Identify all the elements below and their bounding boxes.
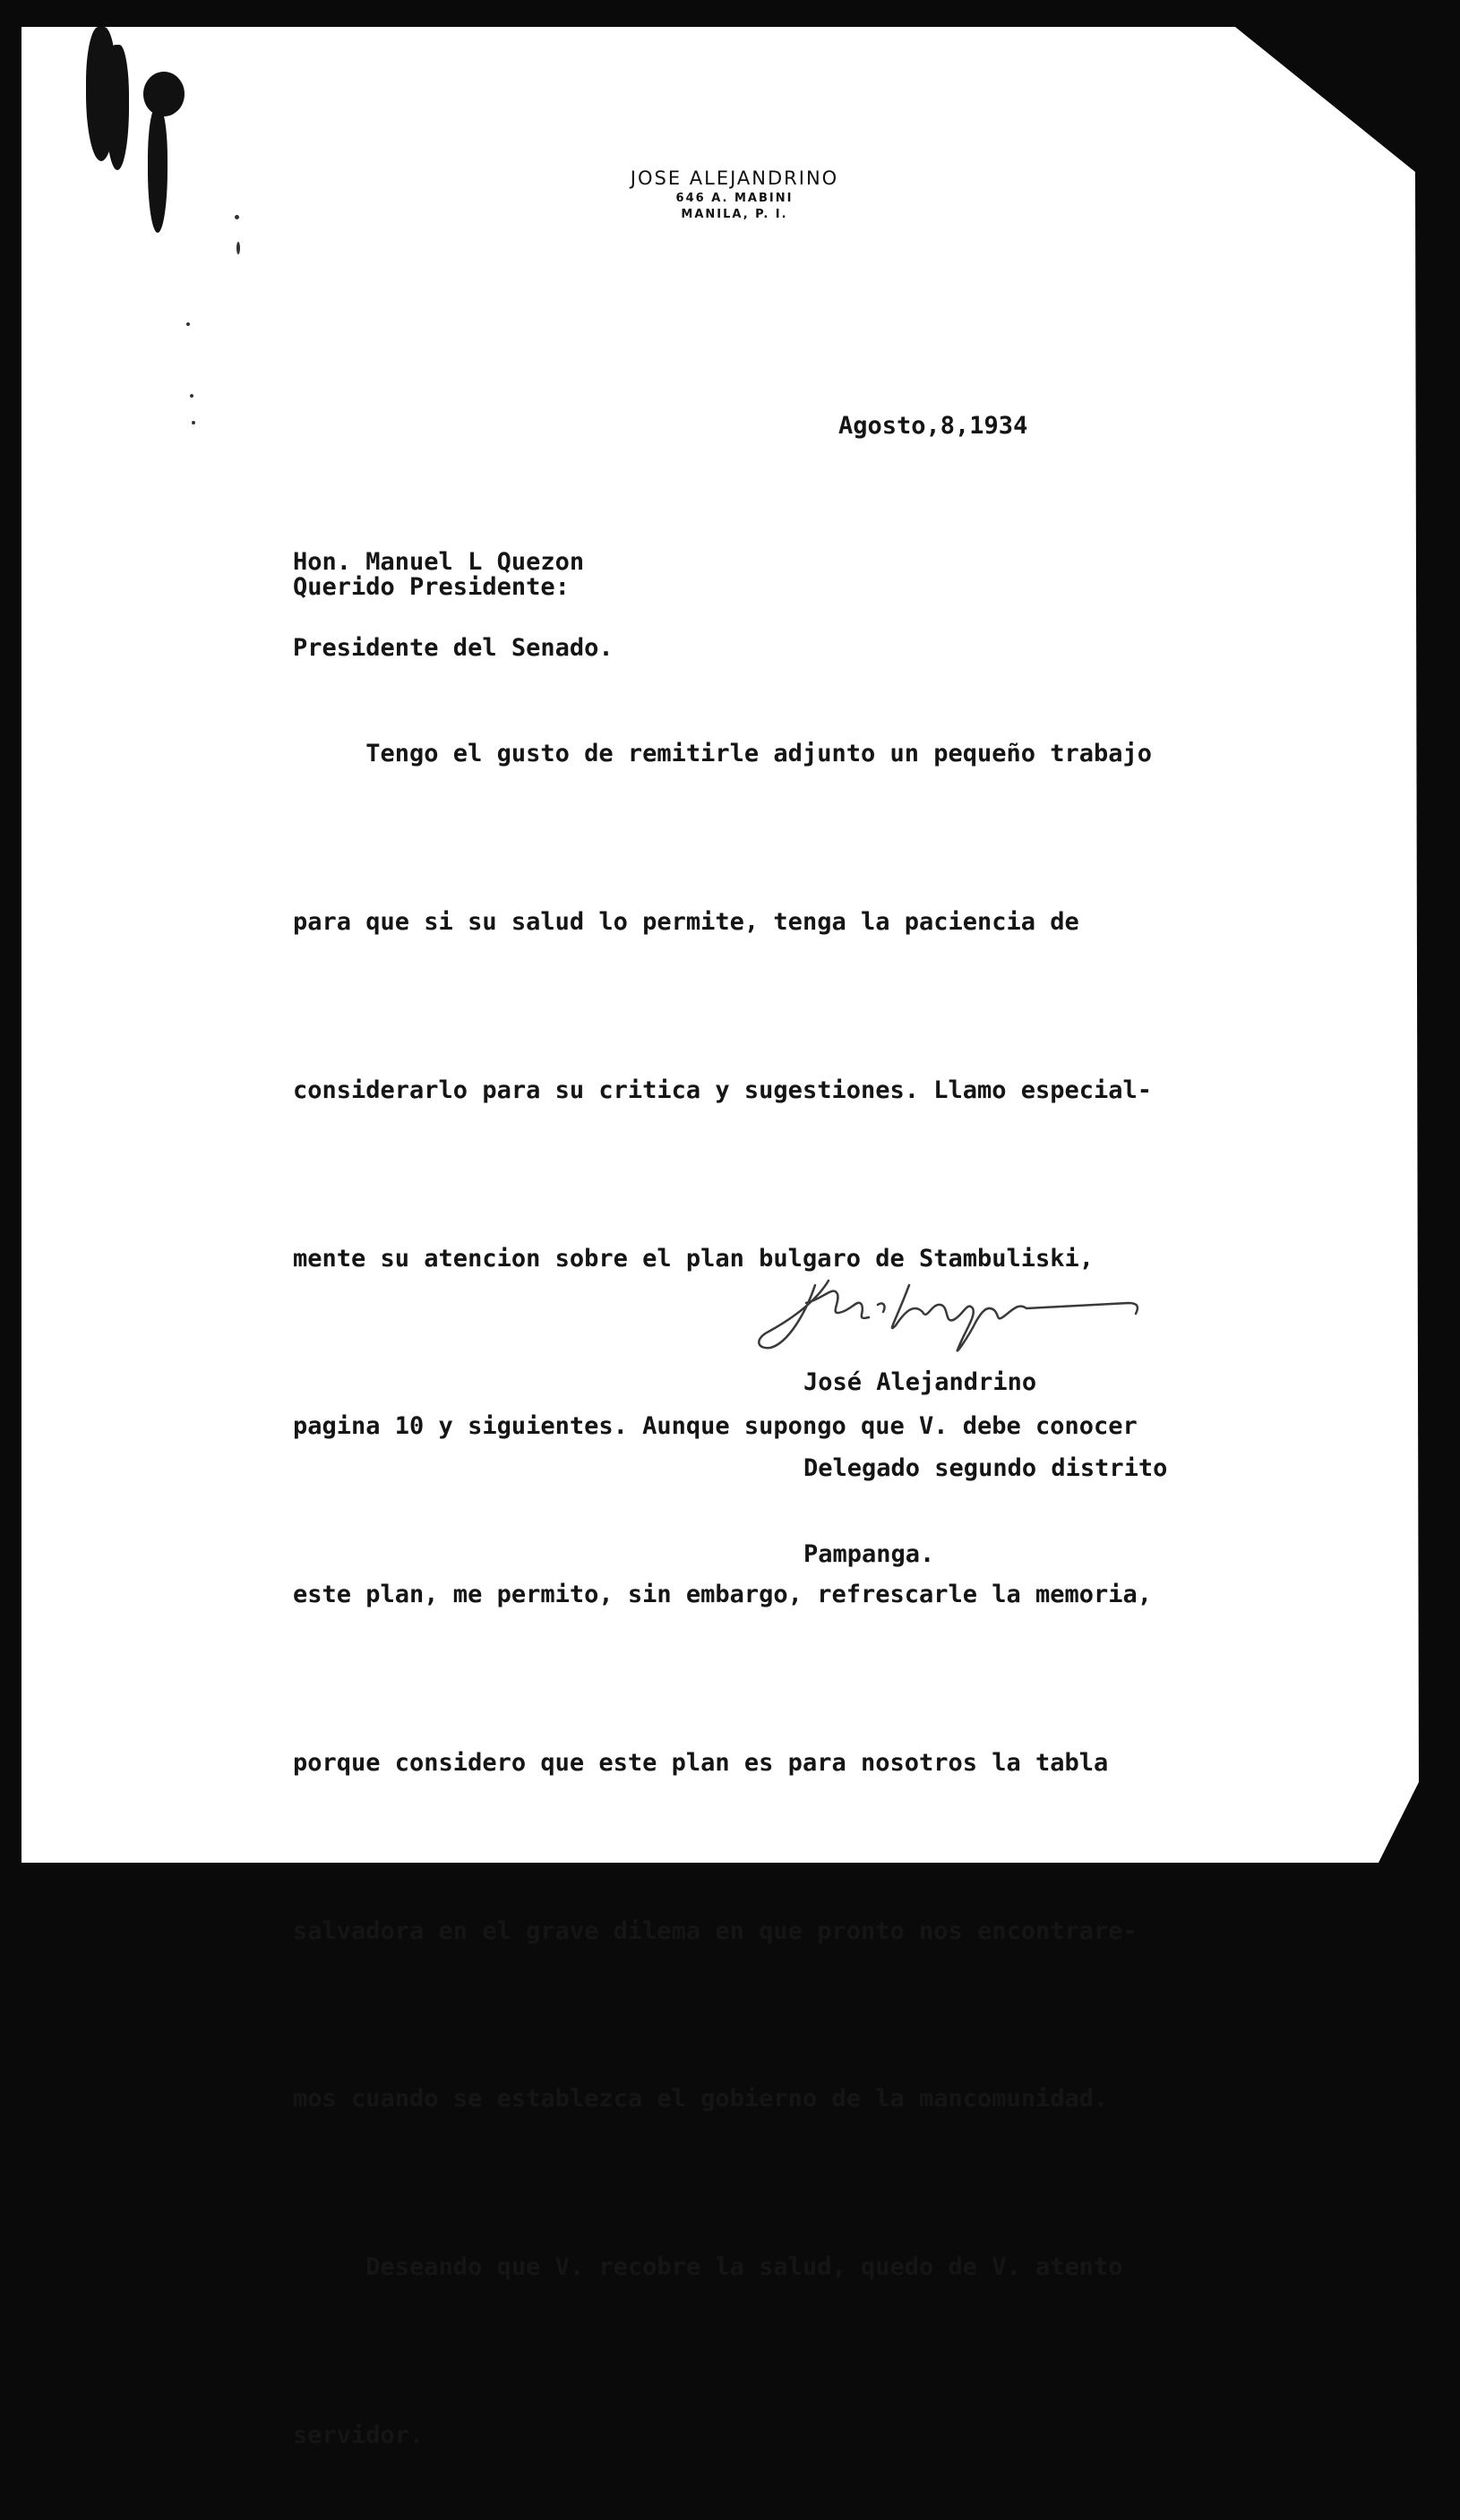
speck (235, 215, 239, 219)
letterhead-address-city: MANILA, P. I. (681, 208, 788, 221)
letter-date: Agosto,8,1934 (838, 412, 1028, 440)
ink-blot (143, 72, 185, 116)
ink-blot (148, 107, 167, 233)
speck (192, 421, 195, 424)
speck (190, 394, 193, 398)
letterhead-address-street: 646 A. MABINI (675, 192, 794, 205)
salutation: Querido Presidente: (293, 573, 570, 601)
body-line: porque considero que este plan es para nosotros la tabla (293, 1748, 1109, 1777)
speck (236, 242, 240, 254)
body-line: mos cuando se establezca el gobierno de la mancomunidad. (293, 2085, 1109, 2113)
body-line: Tengo el gusto de remitirle adjunto un pequeño trabajo (293, 740, 1153, 768)
body-line: este plan, me permito, sin embargo, refrescarle la memoria, (293, 1581, 1153, 1609)
body-line: pagina 10 y siguientes. Aunque supongo que V. debe conocer (293, 1412, 1138, 1441)
signature-block (803, 1311, 1167, 1598)
signer-name: José Alejandrino (803, 1368, 1037, 1396)
body-line: salvadora en el grave dilema en que pronto nos encontrare- (293, 1916, 1138, 1945)
signer-title: Delegado segundo distrito (803, 1454, 1168, 1482)
body-line: servidor. (293, 2421, 425, 2449)
letterhead-name: JOSE ALEJANDRINO (630, 167, 839, 189)
body-line: considerarlo para su critica y sugestiones. Llamo especial- (293, 1076, 1153, 1104)
letterhead (448, 166, 1021, 223)
recipient-name: Hon. Manuel L Quezon (293, 548, 585, 576)
body-line: Deseando que V. recobre la salud, quedo de V. atento (293, 2253, 1123, 2282)
speck (186, 322, 190, 326)
body-line: para que si su salud lo permite, tenga la paciencia de (293, 907, 1079, 936)
signer-place: Pampanga. (803, 1540, 935, 1568)
body-line: mente su atencion sobre el plan bulgaro de Stambuliski, (293, 1244, 1095, 1273)
ink-blot (106, 45, 129, 170)
recipient-title: Presidente del Senado. (293, 634, 614, 662)
